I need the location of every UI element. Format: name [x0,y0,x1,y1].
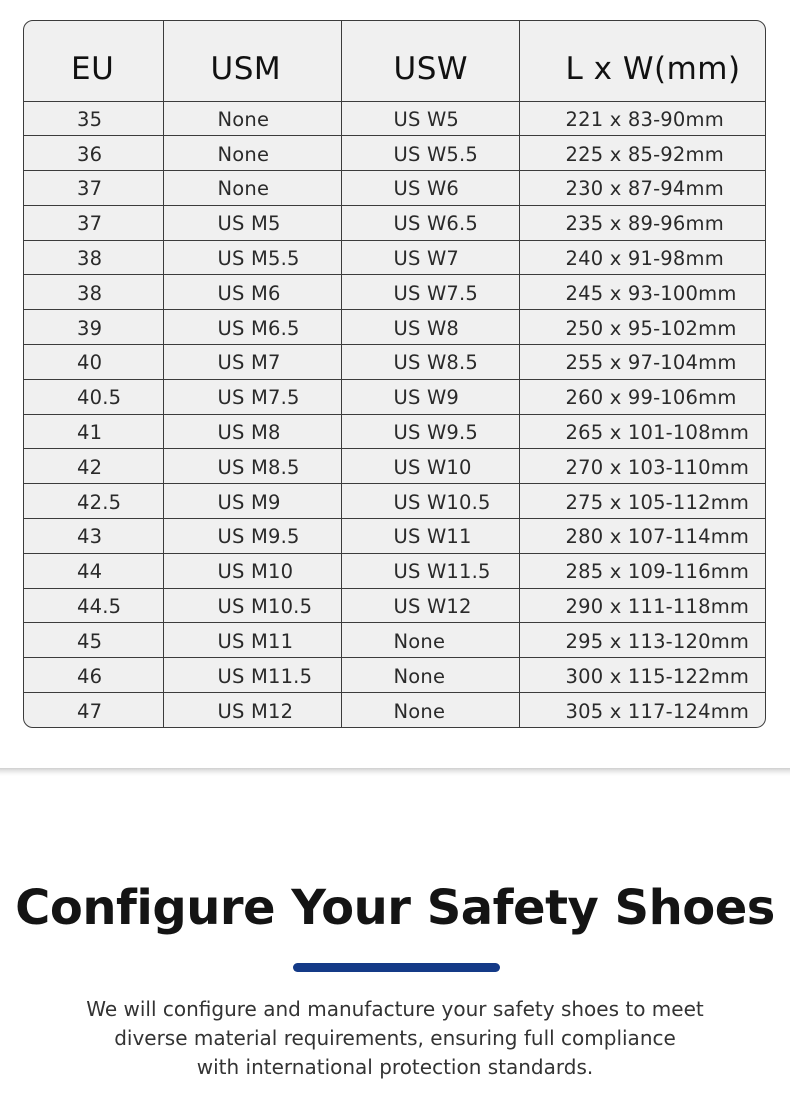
header-row [24,21,765,101]
cell-usm: US M6.5 [163,310,341,345]
cell-eu: 35 [24,101,163,136]
cell-usw: US W11 [341,519,519,554]
cell-usw: US W7 [341,240,519,275]
section-description [60,995,730,1082]
cell-eu: 46 [24,658,163,693]
cell-usm: US M11.5 [163,658,341,693]
table-row [24,623,765,658]
cell-length-width: 290 x 111-118mm [519,588,765,623]
table-row [24,345,765,380]
size-chart-body [24,101,765,727]
table-row [24,414,765,449]
cell-eu: 40 [24,345,163,380]
cell-eu: 38 [24,275,163,310]
cell-length-width: 295 x 113-120mm [519,623,765,658]
cell-usw: US W11.5 [341,553,519,588]
cell-length-width: 225 x 85-92mm [519,136,765,171]
cell-usw: US W9 [341,379,519,414]
cell-eu: 37 [24,171,163,206]
cell-usm: US M5.5 [163,240,341,275]
cell-usw: US W8 [341,310,519,345]
cell-usw: None [341,623,519,658]
cell-usw: US W5.5 [341,136,519,171]
cell-usw: US W10 [341,449,519,484]
cell-length-width: 245 x 93-100mm [519,275,765,310]
cell-usm: US M8.5 [163,449,341,484]
cell-eu: 36 [24,136,163,171]
cell-usw: US W9.5 [341,414,519,449]
cell-eu: 39 [24,310,163,345]
cell-eu: 44.5 [24,588,163,623]
cell-usm: None [163,136,341,171]
cell-length-width: 235 x 89-96mm [519,205,765,240]
cell-length-width: 255 x 97-104mm [519,345,765,380]
cell-usw: US W6.5 [341,205,519,240]
title-accent-bar [293,963,500,972]
table-row [24,101,765,136]
cell-length-width: 280 x 107-114mm [519,519,765,554]
table-row [24,693,765,728]
cell-usm: US M9.5 [163,519,341,554]
table-row [24,136,765,171]
cell-length-width: 265 x 101-108mm [519,414,765,449]
table-row [24,658,765,693]
table-row [24,205,765,240]
cell-length-width: 285 x 109-116mm [519,553,765,588]
table-row [24,519,765,554]
cell-usm: US M6 [163,275,341,310]
table-row [24,553,765,588]
cell-length-width: 230 x 87-94mm [519,171,765,206]
cell-length-width: 221 x 83-90mm [519,101,765,136]
header-eu: EU [24,21,163,101]
header-usm: USM [163,21,341,101]
size-chart-table [24,21,765,727]
table-row [24,310,765,345]
cell-usm: US M10 [163,553,341,588]
cell-length-width: 240 x 91-98mm [519,240,765,275]
cell-usm: US M10.5 [163,588,341,623]
cell-usw: US W10.5 [341,484,519,519]
cell-eu: 37 [24,205,163,240]
cell-usm: US M7 [163,345,341,380]
section-title: Configure Your Safety Shoes [15,880,775,936]
cell-usm: US M11 [163,623,341,658]
table-row [24,588,765,623]
header-length-width: L x W(mm) [519,21,765,101]
cell-usm: None [163,171,341,206]
cell-usw: None [341,693,519,728]
cell-length-width: 275 x 105-112mm [519,484,765,519]
cell-eu: 40.5 [24,379,163,414]
cell-usm: US M7.5 [163,379,341,414]
cell-length-width: 305 x 117-124mm [565,699,750,723]
cell-eu: 42 [24,449,163,484]
cell-eu: 42.5 [24,484,163,519]
cell-usm: US M8 [163,414,341,449]
cell-eu: 47 [24,693,163,728]
description-line: We will configure and manufacture your safety shoes to meet [86,997,704,1021]
cell-usw: US W6 [341,171,519,206]
size-chart-header [24,21,765,101]
cell-usm: None [163,101,341,136]
cell-length-width: 300 x 115-122mm [519,658,765,693]
cell-usm: US M9 [163,484,341,519]
table-row [24,449,765,484]
size-chart-table-container [23,20,766,728]
header-usw: USW [341,21,519,101]
cell-usw: None [341,658,519,693]
cell-usw: US W8.5 [341,345,519,380]
cell-length-width: 270 x 103-110mm [519,449,765,484]
cell-eu: 45 [24,623,163,658]
cell-eu: 43 [24,519,163,554]
cell-eu: 44 [24,553,163,588]
cell-usm: US M12 [163,693,341,728]
cell-eu: 38 [24,240,163,275]
cell-length-width: 260 x 99-106mm [519,379,765,414]
cell-length-width: 250 x 95-102mm [519,310,765,345]
description-line: diverse material requirements, ensuring full compliance [114,1026,676,1050]
table-row [24,275,765,310]
cell-usw: US W5 [341,101,519,136]
cell-eu: 41 [24,414,163,449]
table-row [24,484,765,519]
table-row [24,379,765,414]
cell-usm: US M5 [163,205,341,240]
section-divider [0,768,790,776]
table-row [24,171,765,206]
cell-usw: US W7.5 [341,275,519,310]
description-line: with international protection standards. [196,1055,594,1079]
table-row [24,240,765,275]
cell-usw: US W12 [341,588,519,623]
